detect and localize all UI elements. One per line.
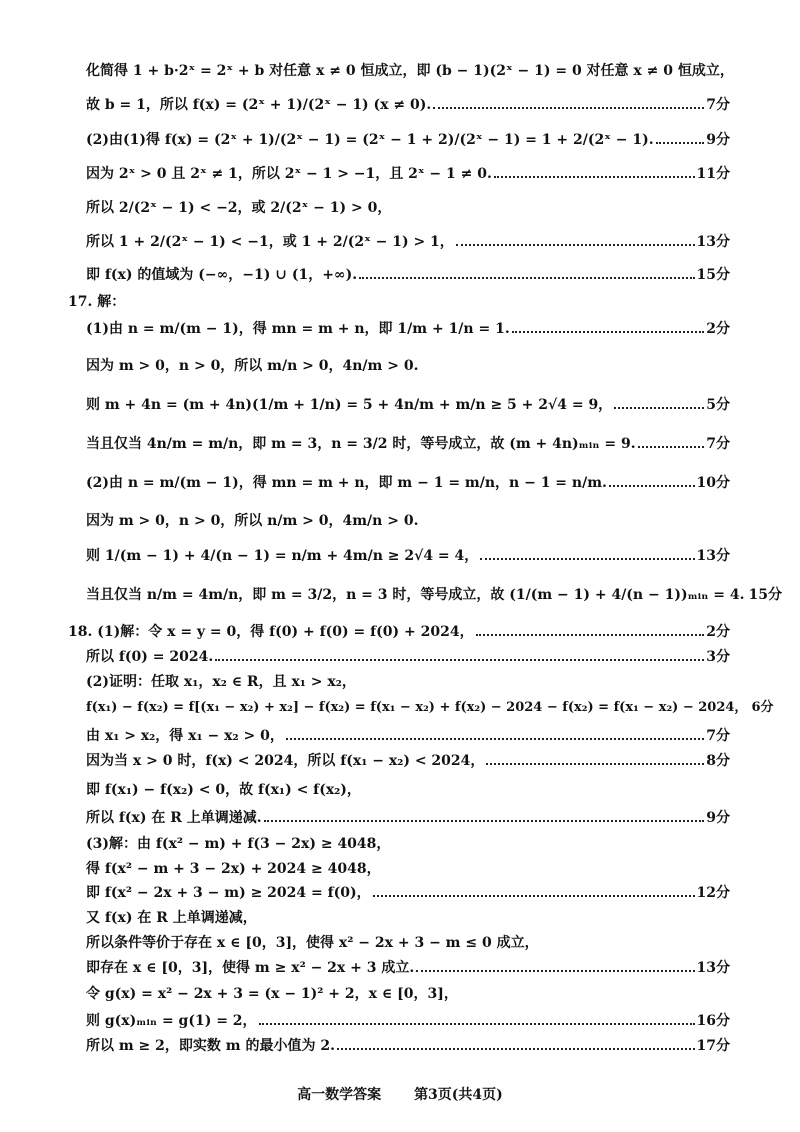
page-footer [0, 1084, 800, 1104]
line-text: f(x₁) − f(x₂) = f[(x₁ − x₂) + x₂] − f(x₂) = f(x₁ − x₂) + f(x₂) − 2024 − f(x₂) = f(x₁ − x₂) − 2024， [86, 700, 748, 715]
score-label: 10分 [696, 475, 730, 491]
dotted-leader [259, 1023, 695, 1025]
dotted-leader [359, 277, 694, 279]
score-label: 15分 [748, 587, 782, 603]
question-heading-scored [68, 623, 730, 641]
text-line [86, 909, 690, 927]
score-label: 9分 [706, 810, 730, 826]
text-line [86, 512, 690, 530]
line-text: 因为 2ˣ > 0 且 2ˣ ≠ 1，所以 2ˣ − 1 > −1，且 2ˣ − 1 ≠ 0. [86, 166, 492, 182]
score-label: 2分 [706, 624, 730, 640]
line-text: 令 g(x) = x² − 2x + 3 = (x − 1)² + 2，x ∈ [0，3]， [86, 986, 458, 1002]
footer-title: 高一数学答案 [297, 1087, 382, 1103]
scored-line [86, 233, 730, 251]
text-line [86, 985, 690, 1003]
scored-line [86, 809, 730, 827]
score-label: 7分 [706, 436, 730, 452]
line-text: 当且仅当 4n/m = m/n，即 m = 3，n = 3/2 时，等号成立，故 (m + 4n)ₘᵢₙ = 9. [86, 436, 636, 452]
line-text: 所以条件等价于存在 x ∈ [0，3]，使得 x² − 2x + 3 − m ≤ 0 成立， [86, 935, 539, 951]
dotted-leader [656, 142, 705, 144]
dotted-leader [215, 659, 704, 661]
scored-line [86, 752, 730, 770]
dotted-leader [494, 176, 695, 178]
dotted-leader [609, 485, 695, 487]
score-label: 16分 [696, 1013, 730, 1029]
score-label: 8分 [706, 753, 730, 769]
line-text: 因为当 x > 0 时，f(x) < 2024，所以 f(x₁ − x₂) < 2024， [86, 753, 485, 769]
score-label: 6分 [751, 700, 774, 715]
line-text: 又 f(x) 在 R 上单调递减， [86, 910, 257, 926]
text-line [86, 357, 690, 375]
scored-line [86, 1037, 730, 1055]
line-text: (2)由(1)得 f(x) = (2ˣ + 1)/(2ˣ − 1) = (2ˣ − 1 + 2)/(2ˣ − 1) = 1 + 2/(2ˣ − 1). [86, 132, 654, 148]
scored-line [86, 586, 782, 604]
dotted-leader [614, 407, 704, 409]
line-text: 因为 m > 0，n > 0，所以 n/m > 0，4m/n > 0. [86, 513, 419, 529]
scored-line [86, 727, 730, 745]
line-text: 得 f(x² − m + 3 − 2x) + 2024 ≥ 4048， [86, 861, 381, 877]
text-line [86, 62, 734, 80]
line-text: 所以 f(x) 在 R 上单调递减. [86, 810, 262, 826]
line-text: 17. 解： [68, 294, 126, 310]
dotted-leader [337, 1048, 695, 1050]
line-text: 即 f(x² − 2x + 3 − m) ≥ 2024 = f(0)， [86, 885, 371, 901]
dotted-leader [416, 970, 694, 972]
score-label: 3分 [706, 649, 730, 665]
line-text: (2)由 n = m/(m − 1)，得 mn = m + n，即 m − 1 = m/n，n − 1 = n/m. [86, 475, 607, 491]
dotted-leader [456, 244, 695, 246]
scored-line [86, 699, 774, 717]
score-label: 5分 [706, 397, 730, 413]
scored-line [86, 648, 730, 666]
line-text: 由 x₁ > x₂，得 x₁ − x₂ > 0， [86, 728, 284, 744]
scored-line [86, 96, 730, 114]
scored-line [86, 547, 730, 565]
score-label: 12分 [696, 885, 730, 901]
line-text: 18. (1)解：令 x = y = 0，得 f(0) + f(0) = f(0) + 2024， [68, 624, 474, 640]
text-line [86, 835, 690, 853]
line-text: 则 1/(m − 1) + 4/(n − 1) = n/m + 4m/n ≥ 2√4 = 4， [86, 548, 479, 564]
scored-line [86, 435, 730, 453]
line-text: (3)解：由 f(x² − m) + f(3 − 2x) ≥ 4048， [86, 836, 391, 852]
scored-line [86, 474, 730, 492]
line-text: 因为 m > 0，n > 0，所以 m/n > 0，4n/m > 0. [86, 358, 419, 374]
footer-page-number: 第3页(共4页) [414, 1087, 503, 1103]
dotted-leader [486, 763, 704, 765]
score-label: 15分 [696, 267, 730, 283]
line-text: 则 g(x)ₘᵢₙ = g(1) = 2， [86, 1013, 257, 1029]
text-line [86, 934, 690, 952]
scored-line [86, 165, 730, 183]
scored-line [86, 320, 730, 338]
line-text: 故 b = 1，所以 f(x) = (2ˣ + 1)/(2ˣ − 1) (x ≠ 0). [86, 97, 432, 113]
dotted-leader [264, 820, 705, 822]
score-label: 9分 [706, 132, 730, 148]
line-text: 则 m + 4n = (m + 4n)(1/m + 1/n) = 5 + 4n/m + m/n ≥ 5 + 2√4 = 9， [86, 397, 613, 413]
line-text: 当且仅当 n/m = 4m/n，即 m = 3/2，n = 3 时，等号成立，故 (1/(m − 1) + 4/(n − 1))ₘᵢₙ = 4. [86, 587, 745, 603]
dotted-leader [476, 634, 705, 636]
scored-line [86, 884, 730, 902]
scored-line [86, 396, 730, 414]
score-label: 7分 [706, 97, 730, 113]
line-text: 即 f(x₁) − f(x₂) < 0，故 f(x₁) < f(x₂)， [86, 782, 361, 798]
line-text: 所以 2/(2ˣ − 1) < −2，或 2/(2ˣ − 1) > 0， [86, 200, 392, 216]
line-text: 化简得 1 + b·2ˣ = 2ˣ + b 对任意 x ≠ 0 恒成立，即 (b − 1)(2ˣ − 1) = 0 对任意 x ≠ 0 恒成立， [86, 63, 734, 79]
score-label: 17分 [696, 1038, 730, 1054]
score-label: 7分 [706, 728, 730, 744]
line-text: (1)由 n = m/(m − 1)，得 mn = m + n，即 1/m + 1/n = 1. [86, 321, 510, 337]
dotted-leader [480, 558, 694, 560]
score-label: 13分 [696, 960, 730, 976]
dotted-leader [512, 331, 705, 333]
text-line [86, 673, 690, 691]
dotted-leader [286, 738, 704, 740]
text-line [86, 199, 690, 217]
text-line [86, 860, 690, 878]
line-text: 所以 f(0) = 2024. [86, 649, 214, 665]
score-label: 11分 [696, 166, 730, 182]
scored-line [86, 266, 730, 284]
line-text: 所以 m ≥ 2，即实数 m 的最小值为 2. [86, 1038, 335, 1054]
line-text: (2)证明：任取 x₁，x₂ ∈ R，且 x₁ > x₂， [86, 674, 356, 690]
dotted-leader [373, 895, 695, 897]
line-text: 即存在 x ∈ [0，3]，使得 m ≥ x² − 2x + 3 成立. [86, 960, 415, 976]
line-text: 所以 1 + 2/(2ˣ − 1) < −1，或 1 + 2/(2ˣ − 1) > 1， [86, 234, 454, 250]
line-text: 即 f(x) 的值域为 (−∞，−1) ∪ (1，+∞). [86, 267, 358, 283]
score-label: 13分 [696, 234, 730, 250]
score-label: 2分 [706, 321, 730, 337]
scored-line [86, 959, 730, 977]
scored-line [86, 131, 730, 149]
text-line [86, 781, 690, 799]
score-label: 13分 [696, 548, 730, 564]
question-heading [68, 293, 690, 311]
dotted-leader [433, 107, 704, 109]
dotted-leader [638, 446, 705, 448]
scored-line [86, 1012, 730, 1030]
